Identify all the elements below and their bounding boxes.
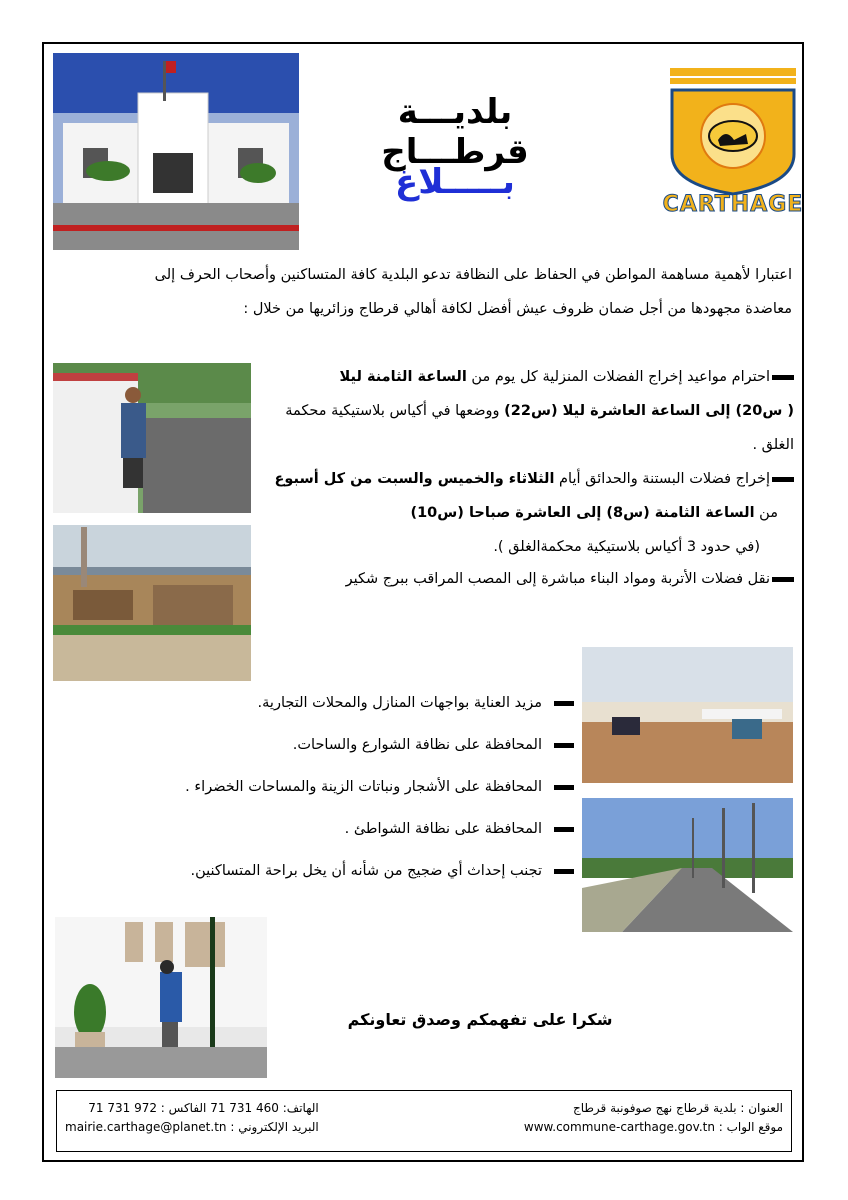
logo-text: CARTHAGE bbox=[662, 192, 804, 216]
page-title: بلديـــة قرطـــاج bbox=[381, 92, 529, 172]
carthage-ruins-photo bbox=[53, 525, 251, 681]
beach-cleaning-photo bbox=[582, 647, 793, 783]
rule-construction-waste: نقل فضلات الأتربة ومواد البناء مباشرة إلى المصب المراقب ببرج شكير bbox=[262, 562, 794, 596]
bullet-dash bbox=[554, 827, 574, 832]
footer-address: العنوان : بلدية قرطاج نهج صوفونبة قرطاج bbox=[572, 1101, 783, 1115]
avenue-photo bbox=[582, 798, 793, 932]
list-item-beaches: المحافظة على نظافة الشواطئ . bbox=[200, 821, 574, 837]
bullet-dash bbox=[772, 477, 794, 482]
list-item-noise: تجنب إحداث أي ضجيج من شأنه أن يخل براحة المتساكنين. bbox=[150, 863, 574, 879]
list-item-green-spaces: المحافظة على الأشجار ونباتات الزينة والمساحات الخضراء . bbox=[140, 779, 574, 795]
email-link[interactable]: mairie.carthage@planet.tn bbox=[65, 1120, 227, 1134]
footer-phone-fax: الهاتف: 71 731 460 الفاكس : 71 731 972 bbox=[88, 1101, 319, 1115]
list-item-streets: المحافظة على نظافة الشوارع والساحات. bbox=[200, 737, 574, 753]
thanks-message: شكرا على تفهمكم وصدق تعاونكم bbox=[347, 1010, 613, 1029]
footer-website-line: موقع الواب : www.commune-carthage.gov.tn bbox=[523, 1120, 783, 1134]
bullet-dash bbox=[554, 743, 574, 748]
page-subtitle: بـــــلاغ bbox=[395, 162, 515, 202]
footer-email-line: البريد الإلكتروني : mairie.carthage@planet.tn bbox=[65, 1120, 319, 1134]
street-sweeper-photo bbox=[53, 363, 251, 513]
carthage-logo bbox=[662, 64, 804, 216]
bullet-dash bbox=[554, 701, 574, 706]
town-hall-photo bbox=[53, 53, 299, 250]
gardener-photo bbox=[55, 917, 267, 1078]
rule-household-waste: احترام مواعيد إخراج الفضلات المنزلية كل يوم من الساعة الثامنة ليلا ( س20) إلى الساعة العاشرة ليلا (س22) ووضعها في أكياس بلاستيكية محكمة الغلق . bbox=[285, 369, 794, 453]
bullet-dash bbox=[554, 785, 574, 790]
intro-line-1: اعتبارا لأهمية مساهمة المواطن في الحفاظ على النظافة تدعو البلدية كافة المتساكنين وأصحاب الحرف إلى bbox=[154, 267, 792, 283]
bullet-dash bbox=[772, 577, 794, 582]
bullet-dash bbox=[772, 375, 794, 380]
list-item-facades: مزيد العناية بواجهات المنازل والمحلات التجارية. bbox=[200, 695, 574, 711]
bullet-dash bbox=[554, 869, 574, 874]
footer-right-column bbox=[524, 1099, 783, 1137]
footer-left-column bbox=[65, 1099, 319, 1137]
website-link[interactable]: www.commune-carthage.gov.tn bbox=[523, 1120, 715, 1134]
rule-garden-waste: إخراج فضلات البستنة والحدائق أيام الثلاثاء والخميس والسبت من كل أسبوع من الساعة الثامنة (س8) إلى العاشرة صباحا (س10) (في حدود 3 أكياس بلاستيكية محكمةالغلق ). bbox=[262, 462, 794, 564]
intro-line-2: معاضدة مجهودها من أجل ضمان ظروف عيش أفضل لكافة أهالي قرطاج وزائريها من خلال : bbox=[243, 301, 792, 317]
contact-footer bbox=[56, 1090, 792, 1152]
